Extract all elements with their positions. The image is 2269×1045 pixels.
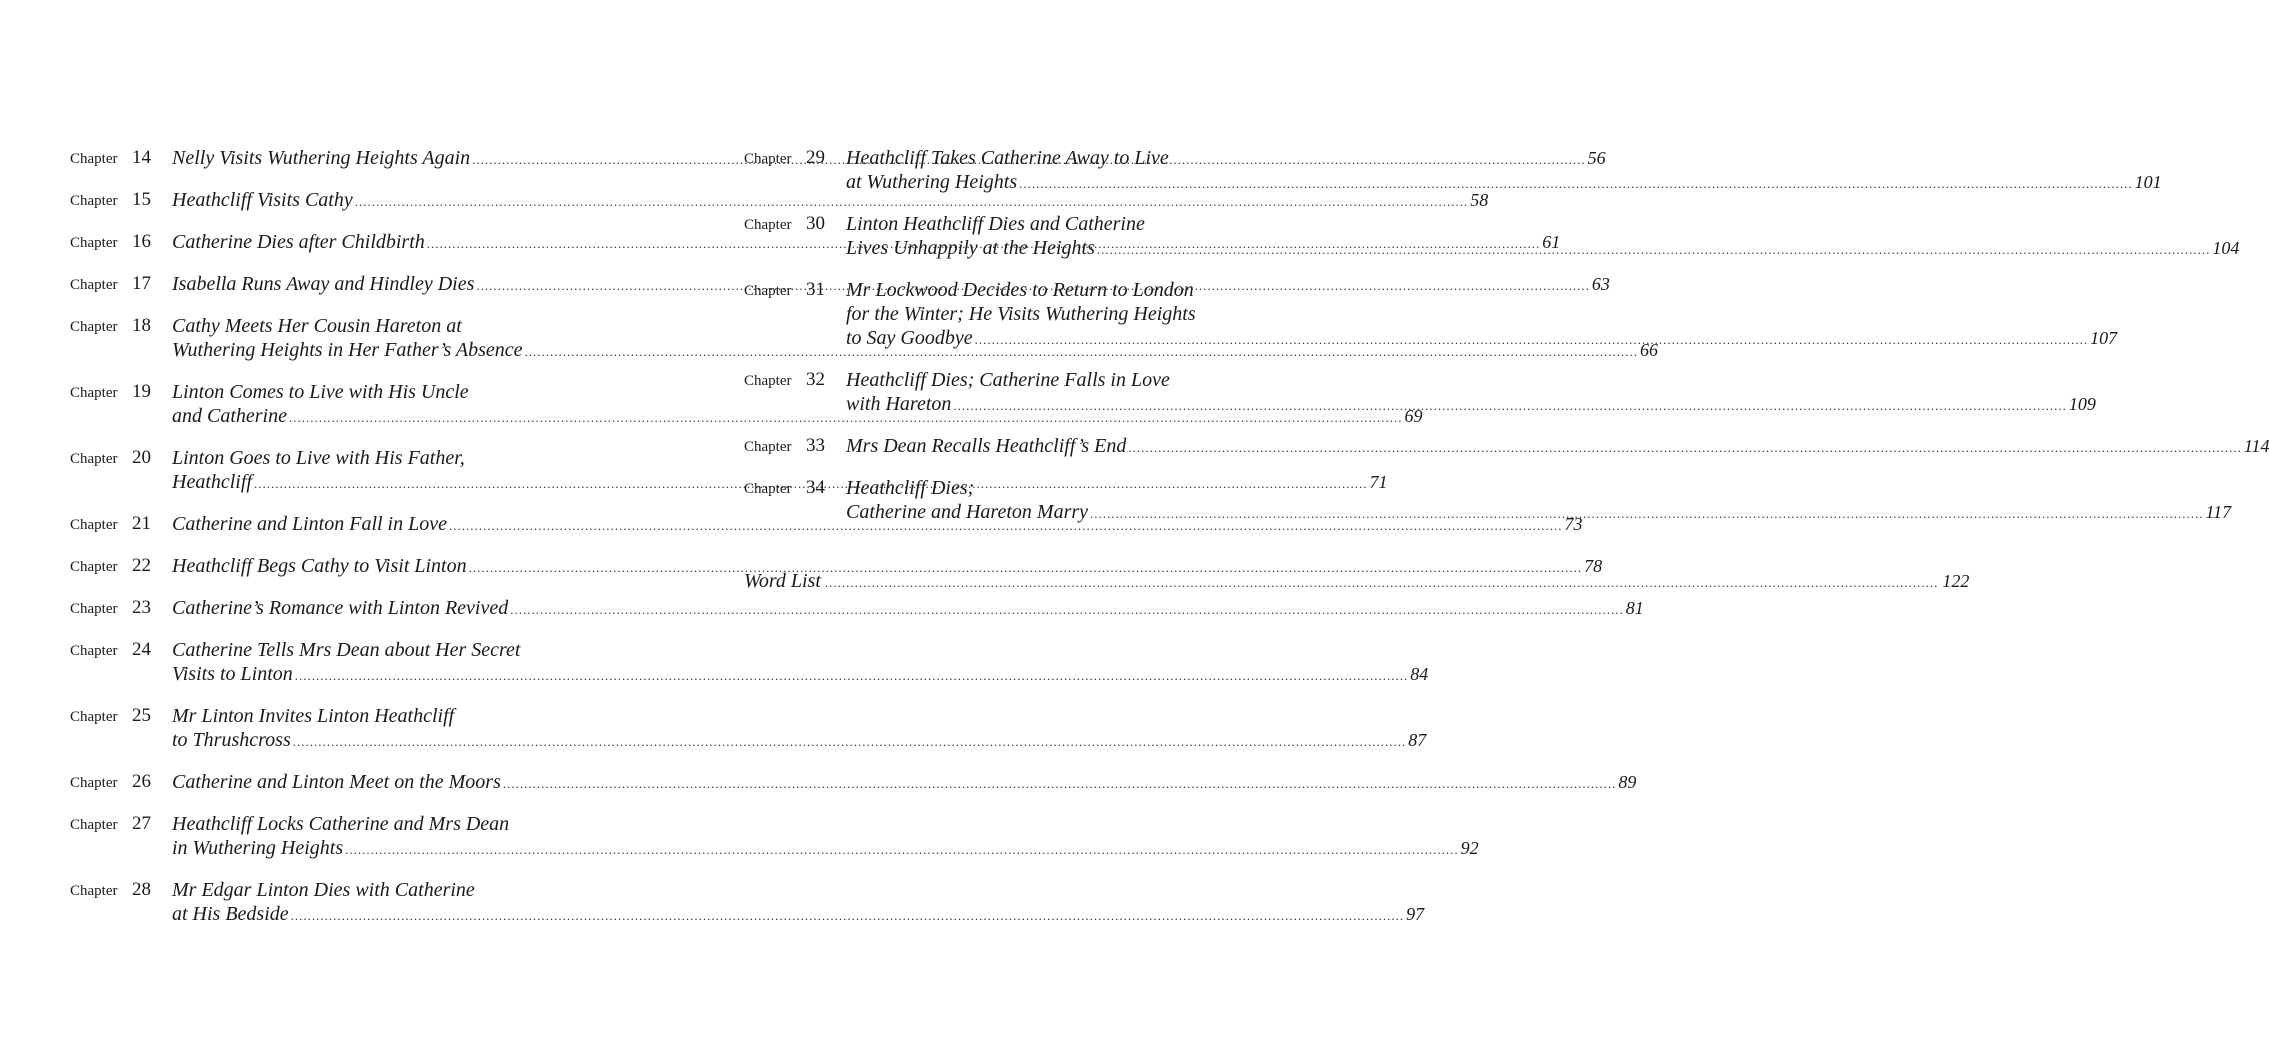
chapter-label: Chapter (70, 709, 118, 725)
chapter-number: 22 (132, 555, 151, 576)
chapter-title-text: Wuthering Heights in Her Father’s Absence (172, 339, 523, 361)
chapter-label: Chapter (744, 151, 792, 167)
dot-leader (1128, 436, 2242, 460)
chapter-label: Chapter (70, 385, 118, 401)
toc-entry[interactable] (744, 434, 2269, 460)
toc-entry[interactable] (70, 812, 1479, 862)
page-number: 61 (1542, 232, 1561, 252)
dot-leader (953, 394, 2067, 418)
chapter-title-text: Heathcliff (172, 471, 252, 493)
dot-leader (1097, 238, 2211, 262)
chapter-title (846, 434, 2269, 460)
chapter-title-line: Linton Goes to Live with His Father, (172, 447, 465, 469)
chapter-title (172, 878, 1424, 928)
chapter-title-text: Visits to Linton (172, 663, 293, 685)
chapter-title-line: Mr Linton Invites Linton Heathcliff (172, 705, 455, 727)
chapter-number: 18 (132, 315, 151, 336)
dot-leader (510, 598, 1624, 622)
dot-leader (293, 730, 1407, 754)
chapter-number: 34 (806, 477, 825, 498)
chapter-label: Chapter (70, 235, 118, 251)
chapter-title (846, 146, 2162, 196)
chapter-title (846, 212, 2239, 262)
chapter-number: 25 (132, 705, 151, 726)
chapter-title-text: Nelly Visits Wuthering Heights Again (172, 147, 471, 169)
chapter-title (846, 476, 2231, 526)
chapter-label: Chapter (744, 481, 792, 497)
chapter-label: Chapter (70, 883, 118, 899)
chapter-number: 24 (132, 639, 151, 660)
chapter-title-text: to Thrushcross (172, 729, 291, 751)
word-list-title: Word List (744, 570, 821, 592)
chapter-title-line: Linton Comes to Live with His Uncle (172, 381, 469, 403)
page-number: 109 (2068, 394, 2096, 414)
chapter-title (172, 812, 1479, 862)
page-number: 97 (1406, 904, 1425, 924)
chapter-label: Chapter (70, 817, 118, 833)
page-number: 66 (1640, 340, 1659, 360)
page-number: 81 (1625, 598, 1644, 618)
chapter-title-text: Catherine and Linton Fall in Love (172, 513, 447, 535)
chapter-number: 27 (132, 813, 151, 834)
page-number: 92 (1460, 838, 1479, 858)
chapter-title-line: Cathy Meets Her Cousin Hareton at (172, 315, 462, 337)
chapter-title-final-line (172, 770, 1636, 796)
chapter-number: 28 (132, 879, 151, 900)
chapter-label: Chapter (70, 277, 118, 293)
chapter-label: Chapter (70, 193, 118, 209)
toc-entry[interactable] (70, 554, 1603, 580)
toc-entry[interactable] (70, 770, 1637, 796)
chapter-label: Chapter (744, 283, 792, 299)
chapter-title-text: at His Bedside (172, 903, 289, 925)
chapter-title-final-line (172, 836, 1479, 862)
chapter-title-final-line (846, 236, 2239, 262)
chapter-title-final-line (172, 728, 1426, 754)
page-number: 101 (2134, 172, 2162, 192)
chapter-title-text: Heathcliff Visits Cathy (172, 189, 353, 211)
page-number: 117 (2205, 502, 2232, 522)
chapter-title-final-line (846, 434, 2269, 460)
chapter-label: Chapter (70, 517, 118, 533)
chapter-title-final-line (172, 902, 1424, 928)
chapter-title-text: Mrs Dean Recalls Heathcliff’s End (846, 435, 1127, 457)
page-number: 87 (1408, 730, 1427, 750)
page-number: 58 (1470, 190, 1489, 210)
toc-entry[interactable] (70, 704, 1427, 754)
dot-leader (825, 575, 1939, 591)
chapter-title-final-line (172, 596, 1644, 622)
chapter-label: Chapter (744, 439, 792, 455)
page-number: 78 (1584, 556, 1603, 576)
page-number: 84 (1410, 664, 1429, 684)
dot-leader (295, 664, 1409, 688)
chapter-title-line: Mr Edgar Linton Dies with Catherine (172, 879, 475, 901)
chapter-label: Chapter (744, 373, 792, 389)
page-number: 104 (2212, 238, 2240, 258)
chapter-label: Chapter (70, 775, 118, 791)
chapter-title-line: Catherine Tells Mrs Dean about Her Secret (172, 639, 521, 661)
chapter-title-text: Isabella Runs Away and Hindley Dies (172, 273, 475, 295)
page-number: 114 (2243, 436, 2269, 456)
dot-leader (1090, 502, 2204, 526)
chapter-number: 14 (132, 147, 151, 168)
dot-leader (503, 772, 1617, 796)
page-number: 69 (1404, 406, 1423, 426)
page-number: 122 (1942, 571, 1970, 591)
chapter-title-final-line (846, 392, 2096, 418)
chapter-title-line: Heathcliff Dies; (846, 477, 975, 499)
chapter-title-text: with Hareton (846, 393, 952, 415)
chapter-title-text: Catherine and Linton Meet on the Moors (172, 771, 501, 793)
chapter-number: 29 (806, 147, 825, 168)
chapter-title-line: for the Winter; He Visits Wuthering Heights (846, 303, 1196, 325)
chapter-title-text: Heathcliff Begs Cathy to Visit Linton (172, 555, 467, 577)
page-number: 63 (1591, 274, 1610, 294)
chapter-title-text: at Wuthering Heights (846, 171, 1018, 193)
chapter-title (846, 368, 2096, 418)
chapter-number: 21 (132, 513, 151, 534)
chapter-number: 32 (806, 369, 825, 390)
chapter-label: Chapter (70, 451, 118, 467)
chapter-title-text: Catherine Dies after Childbirth (172, 231, 425, 253)
toc-entry[interactable] (70, 596, 1644, 622)
chapter-title-text: Catherine’s Romance with Linton Revived (172, 597, 509, 619)
page-number: 107 (2090, 328, 2118, 348)
page-number: 89 (1618, 772, 1637, 792)
toc-entry[interactable] (70, 878, 1425, 928)
chapter-number: 33 (806, 435, 825, 456)
toc-entry-word-list[interactable] (744, 570, 1970, 593)
chapter-number: 19 (132, 381, 151, 402)
chapter-title-line: Mr Lockwood Decides to Return to London (846, 279, 1194, 301)
chapter-title-text: to Say Goodbye (846, 327, 973, 349)
chapter-number: 26 (132, 771, 151, 792)
chapter-label: Chapter (744, 217, 792, 233)
chapter-title (846, 278, 2117, 352)
chapter-title (172, 770, 1636, 796)
chapter-label: Chapter (70, 559, 118, 575)
chapter-number: 30 (806, 213, 825, 234)
chapter-title-text: Lives Unhappily at the Heights (846, 237, 1095, 259)
chapter-title-final-line (846, 170, 2162, 196)
dot-leader (975, 328, 2089, 352)
chapter-title-final-line (846, 500, 2231, 526)
chapter-title-final-line (846, 326, 2117, 352)
chapter-title-line: Heathcliff Locks Catherine and Mrs Dean (172, 813, 510, 835)
chapter-title (172, 704, 1426, 754)
toc-entry[interactable] (70, 638, 1429, 688)
chapter-number: 31 (806, 279, 825, 300)
chapter-label: Chapter (70, 151, 118, 167)
chapter-title-text: Catherine and Hareton Marry (846, 501, 1089, 523)
chapter-label: Chapter (70, 319, 118, 335)
chapter-title-text: and Catherine (172, 405, 287, 427)
chapter-number: 23 (132, 597, 151, 618)
dot-leader (291, 904, 1405, 928)
chapter-title (172, 638, 1428, 688)
dot-leader (1019, 172, 2133, 196)
page-number: 73 (1564, 514, 1583, 534)
page-number: 71 (1369, 472, 1388, 492)
chapter-title-text: in Wuthering Heights (172, 837, 344, 859)
toc-entry[interactable] (70, 188, 1489, 214)
chapter-number: 16 (132, 231, 151, 252)
chapter-title (172, 596, 1644, 622)
chapter-number: 15 (132, 189, 151, 210)
chapter-title-line: Heathcliff Takes Catherine Away to Live (846, 147, 1169, 169)
chapter-title-final-line (172, 662, 1428, 688)
dot-leader (345, 838, 1459, 862)
chapter-label: Chapter (70, 643, 118, 659)
chapter-title-line: Heathcliff Dies; Catherine Falls in Love (846, 369, 1170, 391)
chapter-number: 17 (132, 273, 151, 294)
chapter-number: 20 (132, 447, 151, 468)
page-number: 56 (1587, 148, 1606, 168)
chapter-label: Chapter (70, 601, 118, 617)
chapter-title-line: Linton Heathcliff Dies and Catherine (846, 213, 1145, 235)
